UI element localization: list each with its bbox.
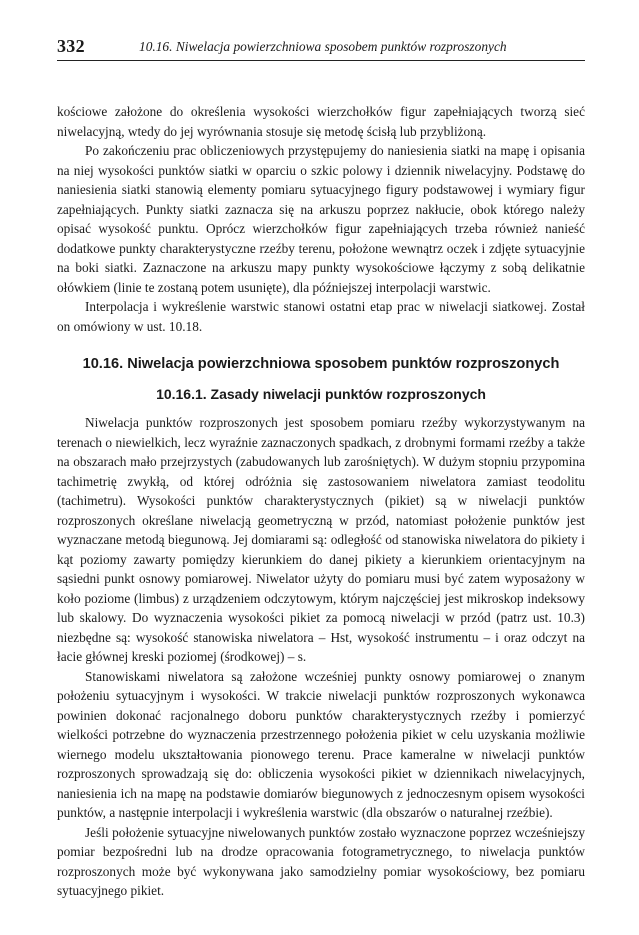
section-title: 10.16. Niwelacja powierzchniowa sposobem punktów rozproszonych <box>82 356 560 372</box>
paragraph: Interpolacja i wykreślenie warstwic stanowi ostatni etap prac w niwelacji siatkowej. Został on omówiony w ust. 10.18. <box>57 299 585 334</box>
page-body <box>57 102 585 901</box>
page-number: 332 <box>57 36 85 56</box>
page-header <box>57 36 585 61</box>
subsection-title: 10.16.1. Zasady niwelacji punktów rozproszonych <box>156 386 486 402</box>
running-title: 10.16. Niwelacja powierzchniowa sposobem punktów rozproszonych <box>139 39 507 54</box>
paragraph: Jeśli położenie sytuacyjne niwelowanych punktów zostało wyznaczone poprzez wcześniejszy pomiar bezpośredni lub na drodze opracowania fotogrametrycznego, to niwelacja punktów rozproszonych może być wykonywana jako samodzielny pomiar wysokościowy, bez pomiaru sytuacyjnego pikiet. <box>57 824 585 898</box>
paragraph: Stanowiskami niwelatora są założone wcześniej punkty osnowy pomiarowej o znanym położeniu sytuacyjnym i wysokości. W trakcie niwelacji punktów rozproszonych wykonawca powinien dokonać racjonalnego doboru punktów charakterystycznych rzeźby i pomierzyć wielkości potrzebne do wyznaczenia przestrzennego położenia pikiet w celu uzyskania możliwie wiernego modelu ukształtowania pionowego terenu. Prace kameralne w niwelacji punktów rozproszonych sprowadzają się do: obliczenia wysokości pikiet w dziennikach niwelacyjnych, naniesienia ich na mapę na podstawie domiarów biegunowych z jednoczesnym opisem wysokości punktów, a następnie interpolacji i wykreślenia warstwic (dla obszarów o naturalnej rzeźbie). <box>57 668 585 820</box>
paragraph-continuation: kościowe założone do określenia wysokości wierzchołków figur zapełniających tworzą sieć niwelacyjną, wtedy do jej wyrównania stosuje się metodę ścisłą lub przybliżoną. <box>57 104 585 139</box>
paragraph: Po zakończeniu prac obliczeniowych przystępujemy do naniesienia siatki na mapę i opisania na niej wysokości punktów siatki w oparciu o szkic polowy i dziennik niwelacyjny. Podstawę do naniesienia siatki stanowią elementy pomiaru sytuacyjnego figury podstawowej i wymiary figur zapełniających. Punkty siatki zaznacza się na arkuszu poprzez nakłucie, obok którego należy opisać wysokość punktu. Oprócz wierzchołków figur zapełniających trzeba również nanieść dodatkowe punkty charakterystyczne rzeźby terenu, położone wewnątrz oczek i zdjęte sytuacyjnie na boki siatki. Zaznaczone na arkuszu mapy punkty wysokościowe łączymy z sobą delikatnie ołówkiem (linie te zostaną potem usunięte), dla późniejszej interpolacji warstwic. <box>57 143 585 295</box>
paragraph: Niwelacja punktów rozproszonych jest sposobem pomiaru rzeźby wykorzystywanym na terenach o niewielkich, lecz wyraźnie zaznaczonych spadkach, z drobnymi formami rzeźby a także na obszarach mało przejrzystych (zabudowanych lub zarośniętych). W dużym stopniu przypomina tachimetrię zwykłą, od której odróżnia się zastosowaniem niwelatora zamiast teodolitu (tachimetru). Wysokości punktów charakterystycznych (pikiet) są w niwelacji punktów rozproszonych określane niwelacją geometryczną w przód, natomiast położenie punktów jest wyznaczane metodą biegunową. Jej domiarami są: odległość od stanowiska niwelatora do pikiety i kąt poziomy zawarty pomiędzy kierunkiem do danej pikiety a kierunkiem orientacyjnym na sąsiedni punkt osnowy pomiarowej. Niwelator użyty do pomiaru musi być zatem wyposażony w koło poziome (limbus) z urządzeniem odczytowym, którym najczęściej jest mikroskop indeksowy lub skalowy. Do wyznaczenia wysokości pikiet za pomocą niwelacji w przód (patrz ust. 10.3) niezbędne są: wysokość stanowiska niwelatora – Hst, wysokość instrumentu – i oraz odczyt na łacie głównej kreski poziomej (środkowej) – s. <box>57 415 585 664</box>
